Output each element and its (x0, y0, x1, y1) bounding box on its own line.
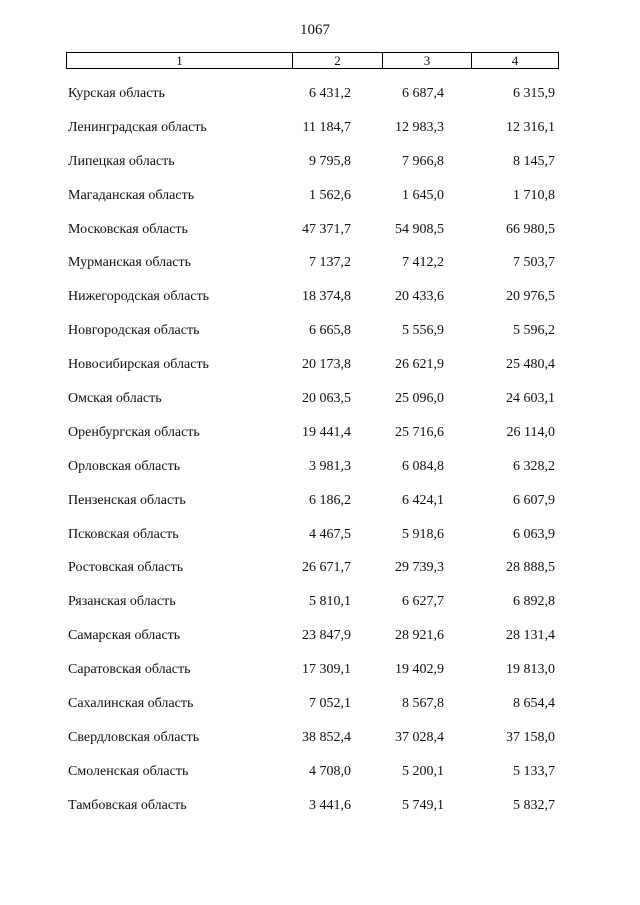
table-row (0, 389, 640, 423)
value-col-3: 5 200,1 (402, 763, 444, 779)
value-col-4: 37 158,0 (506, 729, 555, 745)
table-row (0, 287, 640, 321)
value-col-2: 7 052,1 (309, 696, 351, 712)
value-col-4: 24 603,1 (506, 391, 555, 407)
table-row (0, 118, 640, 152)
value-col-2: 7 137,2 (309, 255, 351, 271)
value-col-2: 1 562,6 (309, 187, 351, 203)
value-col-2: 6 665,8 (309, 323, 351, 339)
value-col-4: 8 145,7 (513, 153, 555, 169)
value-col-3: 37 028,4 (395, 729, 444, 745)
value-col-3: 6 687,4 (402, 86, 444, 101)
value-col-3: 54 908,5 (395, 221, 444, 237)
table-row (0, 321, 640, 355)
region-name: Оренбургская область (68, 424, 200, 440)
table-row (0, 186, 640, 220)
value-col-3: 6 627,7 (402, 594, 444, 610)
table-row (0, 84, 640, 118)
value-col-4: 5 596,2 (513, 323, 555, 339)
region-name: Ленинградская область (68, 119, 207, 135)
region-name: Свердловская область (68, 729, 200, 745)
region-name: Псковская область (68, 526, 179, 542)
region-name: Курская область (68, 86, 165, 101)
value-col-3: 25 716,6 (395, 424, 444, 440)
region-name: Саратовская область (68, 662, 191, 678)
value-col-4: 8 654,4 (513, 696, 555, 712)
value-col-4: 6 063,9 (513, 526, 555, 542)
value-col-2: 38 852,4 (302, 729, 351, 745)
value-col-4: 28 131,4 (506, 628, 555, 644)
value-col-2: 3 981,3 (309, 458, 351, 474)
value-col-3: 28 921,6 (395, 628, 444, 644)
value-col-3: 19 402,9 (395, 662, 444, 678)
region-name: Московская область (68, 221, 188, 237)
table-row (0, 626, 640, 660)
value-col-3: 29 739,3 (395, 560, 444, 576)
value-col-2: 23 847,9 (302, 628, 351, 644)
value-col-4: 1 710,8 (513, 187, 555, 203)
table-row (0, 355, 640, 389)
table-row (0, 694, 640, 728)
value-col-4: 6 315,9 (513, 86, 555, 101)
value-col-2: 20 063,5 (302, 391, 351, 407)
table-row (0, 558, 640, 592)
value-col-4: 26 114,0 (506, 424, 555, 440)
value-col-4: 6 328,2 (513, 458, 555, 474)
table-row (0, 220, 640, 254)
table-row (0, 457, 640, 491)
region-name: Смоленская область (68, 763, 189, 779)
column-header-1: 1 (67, 53, 293, 68)
table-row (0, 152, 640, 186)
value-col-4: 7 503,7 (513, 255, 555, 271)
value-col-2: 17 309,1 (302, 662, 351, 678)
value-col-4: 6 892,8 (513, 594, 555, 610)
region-name: Новгородская область (68, 323, 200, 339)
region-name: Мурманская область (68, 255, 192, 271)
region-name: Магаданская область (68, 187, 195, 203)
value-col-4: 28 888,5 (506, 560, 555, 576)
value-col-2: 4 467,5 (309, 526, 351, 542)
value-col-2: 18 374,8 (302, 289, 351, 305)
value-col-3: 5 749,1 (402, 797, 444, 813)
value-col-3: 12 983,3 (395, 119, 444, 135)
region-name: Новосибирская область (68, 357, 209, 373)
column-header-4: 4 (511, 53, 519, 68)
region-name: Сахалинская область (68, 696, 194, 712)
region-name: Тамбовская область (68, 797, 187, 813)
region-name: Самарская область (68, 628, 181, 644)
value-col-3: 6 084,8 (402, 458, 444, 474)
page-number: 1067 (300, 22, 330, 38)
value-col-2: 9 795,8 (309, 153, 351, 169)
column-header-3: 3 (383, 53, 472, 68)
value-col-2: 5 810,1 (309, 594, 351, 610)
value-col-4: 19 813,0 (506, 662, 555, 678)
value-col-4: 6 607,9 (513, 492, 555, 508)
table-row (0, 796, 640, 830)
value-col-3: 7 412,2 (402, 255, 444, 271)
value-col-2: 4 708,0 (309, 763, 351, 779)
table-row (0, 728, 640, 762)
table-row (0, 762, 640, 796)
value-col-4: 5 133,7 (513, 763, 555, 779)
value-col-3: 25 096,0 (395, 391, 444, 407)
value-col-4: 66 980,5 (506, 221, 555, 237)
value-col-2: 47 371,7 (302, 221, 351, 237)
region-name: Омская область (68, 391, 162, 407)
value-col-3: 6 424,1 (402, 492, 444, 508)
region-name: Пензенская область (68, 492, 186, 508)
value-col-4: 25 480,4 (506, 357, 555, 373)
value-col-2: 6 431,2 (309, 86, 351, 101)
table-row (0, 491, 640, 525)
value-col-2: 19 441,4 (302, 424, 351, 440)
value-col-3: 5 918,6 (402, 526, 444, 542)
table-body (0, 84, 640, 830)
value-col-2: 20 173,8 (302, 357, 351, 373)
region-name: Рязанская область (68, 594, 176, 610)
value-col-3: 7 966,8 (402, 153, 444, 169)
region-name: Орловская область (68, 458, 181, 474)
table-row (0, 660, 640, 694)
column-header-2: 2 (293, 53, 383, 68)
table-header (66, 52, 559, 69)
value-col-4: 12 316,1 (506, 119, 555, 135)
region-name: Ростовская область (68, 560, 184, 576)
table-row (0, 592, 640, 626)
value-col-2: 26 671,7 (302, 560, 351, 576)
value-col-4: 20 976,5 (506, 289, 555, 305)
value-col-3: 20 433,6 (395, 289, 444, 305)
value-col-3: 5 556,9 (402, 323, 444, 339)
value-col-2: 3 441,6 (309, 797, 351, 813)
value-col-2: 11 184,7 (302, 119, 351, 135)
value-col-4: 5 832,7 (513, 797, 555, 813)
region-name: Нижегородская область (68, 289, 210, 305)
value-col-3: 26 621,9 (395, 357, 444, 373)
table-row (0, 525, 640, 559)
value-col-2: 6 186,2 (309, 492, 351, 508)
region-name: Липецкая область (68, 153, 175, 169)
value-col-3: 1 645,0 (402, 187, 444, 203)
table-row (0, 423, 640, 457)
table-row (0, 253, 640, 287)
value-col-3: 8 567,8 (402, 696, 444, 712)
